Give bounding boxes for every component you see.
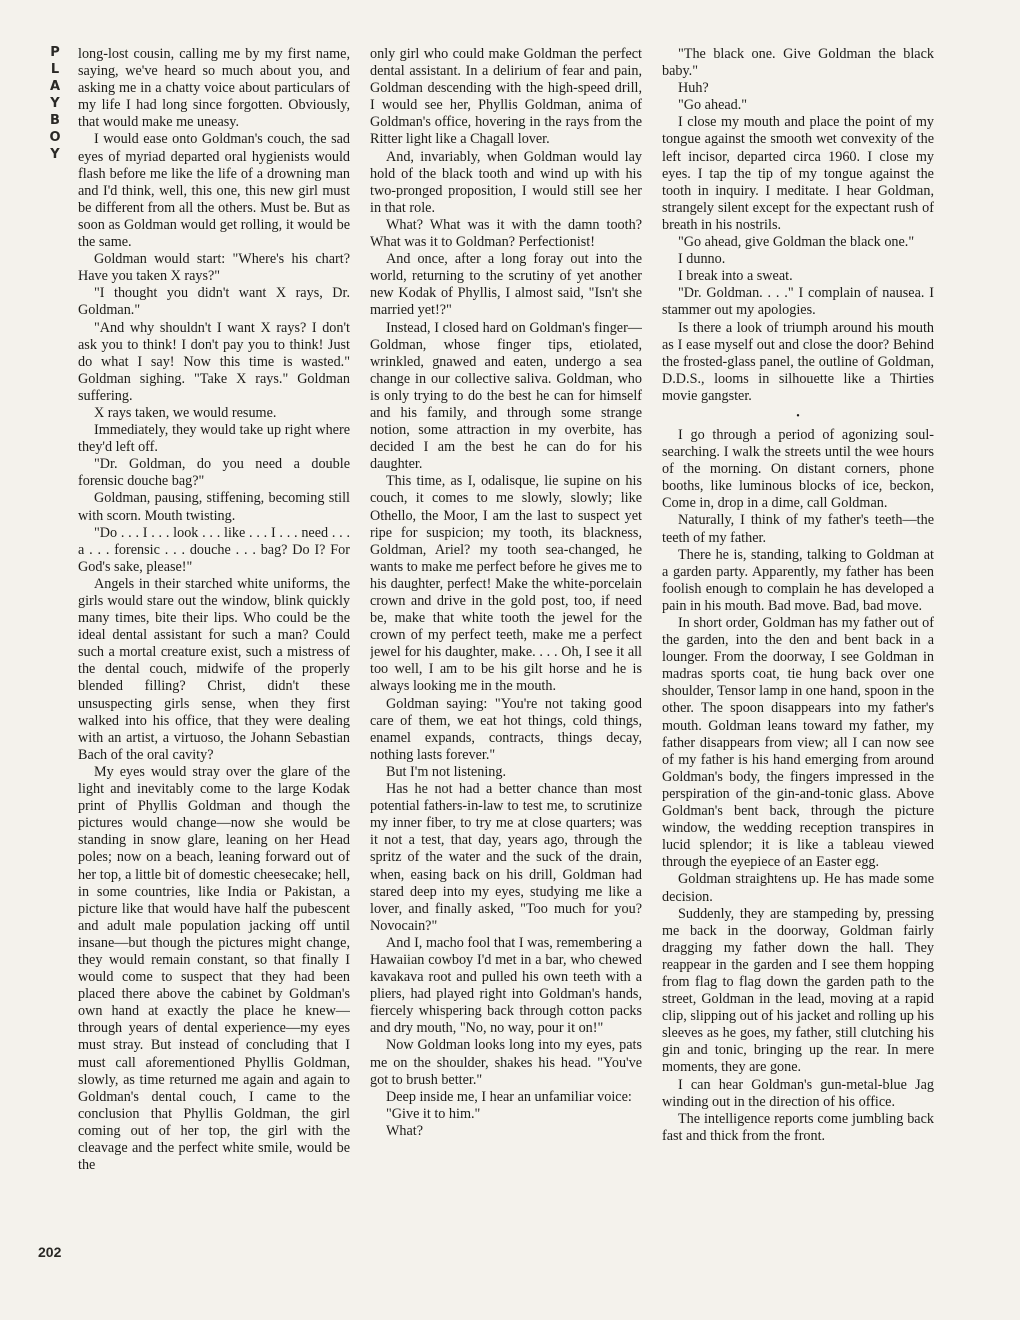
paragraph: Is there a look of triumph around his mouth as I ease myself out and close the door? Behind the frosted-glass panel, the outline of Goldman, D.D.S., looms in silhouette like a Thirties movie gangster. [662, 319, 934, 404]
paragraph: Immediately, they would take up right where they'd left off. [78, 422, 350, 456]
paragraph: "I thought you didn't want X rays, Dr. Goldman." [78, 285, 350, 319]
paragraph: Huh? [678, 80, 709, 97]
paragraph: I can hear Goldman's gun-metal-blue Jag winding out in the direction of his office. [662, 1076, 934, 1110]
paragraph: Now Goldman looks long into my eyes, pats me on the shoulder, shakes his head. "You've got to brush better." [370, 1037, 642, 1088]
paragraph: Has he not had a better chance than most potential fathers-in-law to test me, to scrutinize my inner fiber, to try me at close quarters; was it not a test, that day, years ago, through the spritz of the water and the suck of the drain, when, easing back on his drill, Goldman had stared deep into my eyes, studying me like a lover, and finally asked, "Too much for you? Novocain?" [370, 781, 642, 934]
paragraph: The intelligence reports come jumbling back fast and thick from the front. [662, 1110, 934, 1144]
running-head-letter: Y [50, 147, 60, 162]
running-head-letter: O [49, 130, 61, 145]
paragraph: Instead, I closed hard on Goldman's finger—Goldman, whose finger tips, etiolated, wrinkled, gnawed and eaten, undergo a sea change in our collective saliva. Goldman, who is only trying to do the best he can for himself and his family, and through some strange notion, some attraction in my overbite, has decided I am the best he can do for his daughter. [370, 319, 642, 473]
running-head-letter: L [50, 62, 60, 77]
text-column-2 [370, 46, 642, 1261]
paragraph: "And why shouldn't I want X rays? I don't ask you to think! I don't pay you to think! Just do what I say! Now this time is wasted." Goldman sighing. "Take X rays." Goldman suffering. [78, 319, 350, 404]
section-break-bullet: • [796, 410, 800, 422]
paragraph: In short order, Goldman has my father out of the garden, into the den and bent back in a lounger. From the doorway, I see Goldman in madras sports coat, tie hung back over one shoulder, Tensor lamp in one hand, spoon in the other. The spoon disappears into my father's mouth. Goldman leans toward my father, my father disappears from view; all I can now see of my father is his hand emerging from around Goldman's body, the fingers impressed in the perspiration of the gin-and-tonic glass. Above Goldman's bent back, through the picture window, the wedding reception transpires in lucid splendor; it is like a tableau viewed through the eyepiece of an Easter egg. [662, 615, 934, 871]
paragraph: I break into a sweat. [678, 268, 793, 285]
running-head-letter: Y [50, 96, 60, 111]
running-head-letter: B [50, 113, 60, 128]
paragraph: But I'm not listening. [386, 763, 506, 780]
paragraph: "Dr. Goldman. . . ." I complain of nausea. I stammer out my apologies. [662, 285, 934, 319]
paragraph: "Give it to him." [386, 1105, 481, 1122]
page-number: 202 [38, 1244, 62, 1260]
paragraph: Deep inside me, I hear an unfamiliar voice: [386, 1088, 632, 1105]
paragraph: I would ease onto Goldman's couch, the sad eyes of myriad departed oral hygienists would flash before me like the life of a drowning man and I'd think, well, this one, this new girl must be different from all the others. Must be. But as soon as Goldman would get rolling, it would be the same. [78, 131, 350, 251]
paragraph: Naturally, I think of my father's teeth—the teeth of my father. [662, 512, 934, 546]
paragraph: "Dr. Goldman, do you need a double forensic douche bag?" [78, 456, 350, 490]
paragraph: And once, after a long foray out into the world, returning to the scrutiny of yet another new Kodak of Phyllis, I almost said, "Isn't she married yet!?" [370, 251, 642, 319]
paragraph: Angels in their starched white uniforms, the girls would stare out the window, blink quickly many times, bite their lips. Who could be the ideal dental assistant for such a man? Could such a mortal creature exist, such a mistress of the dental couch, midwife of the properly blended filling? Christ, didn't these unsuspecting girls sense, when they first walked into his office, that they were dealing with an artist, a virtuoso, the Johann Sebastian Bach of the oral cavity? [78, 575, 350, 763]
running-head-letter: P [50, 45, 60, 60]
paragraph: I close my mouth and place the point of my tongue against the smooth wet convexity of the left incisor, departed circa 1960. I close my eyes. I tap the tip of my tongue against the tooth in inquiry. I meditate. I hear Goldman, strangely silent except for the expectant rush of breath in his nostrils. [662, 114, 934, 233]
running-head [44, 44, 66, 163]
paragraph: What? What was it with the damn tooth? What was it to Goldman? Perfectionist! [370, 216, 642, 251]
paragraph: long-lost cousin, calling me by my first name, saying, we've heard so much about you, and asking me in a chatty voice about particulars of my life I had long since forgotten. Obviously, that would make me uneasy. [78, 46, 350, 131]
paragraph: I go through a period of agonizing soul-searching. I walk the streets until the wee hours of the morning. On distant corners, phone booths, like luminous blocks of ice, beckon, Come in, drop in a dime, call Goldman. [662, 426, 934, 512]
paragraph: This time, as I, odalisque, lie supine on his couch, it comes to me slowly, slowly; like Othello, the Moor, I am the last to suspect yet ripe for suspicion; my tooth, its blackness, Goldman, Ariel? my tooth sea-changed, he wants to make me perfect before he gives me to his daughter, perfect! Make the white-porcelain crown and drive in the gold post, too, if need be, make that white tooth the jewel for the crown of my perfect teeth, make me a perfect jewel for his daughter, make. . . . Oh, I see it all too well, I am to be his gilt horse and he is always looking me in the mouth. [370, 473, 642, 695]
running-head-letter: A [49, 79, 61, 94]
paragraph: There he is, standing, talking to Goldman at a garden party. Apparently, my father has been foolish enough to complain he has developed a pain in his mouth. Bad move. Bad, bad move. [662, 546, 934, 614]
paragraph: And, invariably, when Goldman would lay hold of the black tooth and wind up with his two-pronged proposition, I would still see her in that role. [370, 148, 642, 216]
paragraph: I dunno. [678, 251, 726, 268]
paragraph: "Do . . . I . . . look . . . like . . . I . . . need . . . a . . . forensic . . . douche . . . bag? Do I? For God's sake, please!" [78, 524, 350, 575]
paragraph: X rays taken, we would resume. [94, 404, 277, 421]
paragraph: And I, macho fool that I was, remembering a Hawaiian cowboy I'd met in a bar, who chewed kavakava root and pulled his own teeth with a pliers, had played right into Goldman's hands, fiercely whispering back through cotton packs and dry mouth, "No, no way, pour it on!" [370, 934, 642, 1037]
text-column-3 [662, 46, 934, 1261]
paragraph: Suddenly, they are stampeding by, pressing me back in the doorway, Goldman fairly dragging my father down the hall. They reappear in the garden and I see them hopping from flag to flag down the garden path to the street, Goldman in the lead, moving at a rapid clip, slipping out of his jacket and rolling up his sleeves as he goes, my father, still clutching his gin and tonic, bringing up the rear. In mere moments, they are gone. [662, 905, 934, 1076]
paragraph: My eyes would stray over the glare of the light and inevitably come to the large Kodak print of Phyllis Goldman and though the pictures would change—now she would be standing in snow glare, leaning on her Head poles; now on a beach, leaning forward out of her top, a little bit of domestic cheesecake; hell, in some countries, like India or Pakistan, a picture like that would have half the pubescent and adult male population jacking off until insane—but though the pictures might change, they would remain constant, so that finally I would come to suspect that they had been placed there above the cabinet by Goldman's own hand at exactly the place he knew—through years of dental experience—my eyes must stray. But instead of concluding that I must call aforementioned Phyllis Goldman, slowly, as time returned me again and again to Goldman's dental couch, I came to the conclusion that Phyllis Goldman, the girl coming out of her top, the girl with the cleavage and the perfect white smile, would be the [78, 763, 350, 1174]
paragraph: Goldman would start: "Where's his chart? Have you taken X rays?" [78, 251, 350, 285]
paragraph: "Go ahead." [678, 97, 748, 114]
text-column-1 [78, 46, 350, 1261]
paragraph: Goldman saying: "You're not taking good care of them, we eat hot things, cold things, enamel expands, contracts, things decay, nothing lasts forever." [370, 695, 642, 763]
paragraph: Goldman straightens up. He has made some decision. [662, 871, 934, 905]
paragraph: "Go ahead, give Goldman the black one." [678, 234, 915, 251]
paragraph: "The black one. Give Goldman the black baby." [662, 46, 934, 80]
paragraph: What? [386, 1122, 424, 1139]
paragraph: Goldman, pausing, stiffening, becoming still with scorn. Mouth twisting. [78, 490, 350, 524]
paragraph: only girl who could make Goldman the perfect dental assistant. In a delirium of fear and pain, Goldman descending with the high-speed drill, I would see her, Phyllis Goldman, anima of Goldman's office, hovering in the rays from the Ritter light like a Chagall lover. [370, 46, 642, 148]
